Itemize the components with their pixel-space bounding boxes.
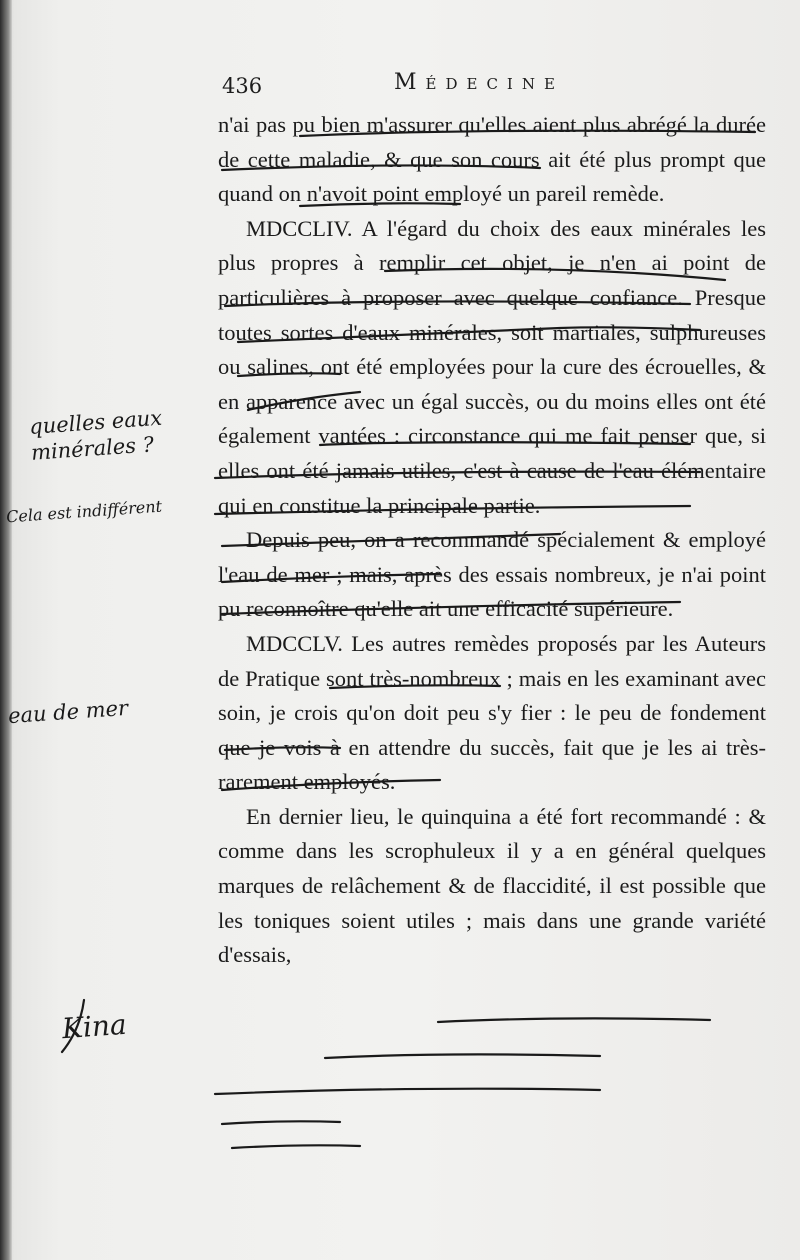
margin-note-kina: Kina [60, 1007, 128, 1046]
paragraph-continuation: n'ai pas pu bien m'assurer qu'elles aient plus abrégé la durée de cette maladie, & que son cours ait été plus prompt que quand on n'avoit point employé un pareil remède. [218, 112, 766, 207]
margin-note-quelles-eaux: quelles eaux minérales ? [28, 405, 163, 465]
running-title: Médecine [394, 70, 564, 95]
page-header [222, 68, 762, 108]
paragraph-mdcclv: MDCCLV. Les autres remèdes proposés par les Auteurs de Pratique sont très-nombreux ; mais en les examinant avec soin, je crois qu'on doit peu s'y fier : le peu de fondement que je vois à en attendre du succès, fait que je les ai très-rarement employés. [218, 630, 766, 795]
paragraph-quinquina: En dernier lieu, le quinquina a été fort recommandé : & comme dans les scrophuleux il y a en général quelques marques de relâchement & de flaccidité, il est possible que les toniques soient utiles ; mais dans une grande variété d'essais, [218, 803, 766, 968]
page-number: 436 [222, 74, 263, 98]
margin-note-eau-de-mer: eau de mer [7, 695, 129, 729]
paragraph-eau-de-mer: Depuis peu, on a recommandé spécialement & employé l'eau de mer ; mais, après des essais nombreux, je n'ai point pu reconnoître qu'elle ait une efficacité supérieure. [218, 527, 766, 622]
book-spine-shadow [0, 0, 12, 1260]
paragraph-mdccliv: MDCCLIV. A l'égard du choix des eaux minérales les plus propres à remplir cet objet, je n'en ai point de particulières à proposer avec quelque confiance. Presque toutes sortes d'eaux minérales, soit martiales, sulphureuses ou salines, ont été employées pour la cure des écrouelles, & en apparence avec un égal succès, ou du moins elles ont été également vantées : circonstance qui me fait penser que, si elles ont été jamais utiles, c'est à cause de l'eau élémentaire qui en constitue la principale partie. [218, 215, 766, 518]
body-text [218, 108, 766, 973]
margin-note-indifferent: Cela est indifférent [5, 496, 163, 527]
